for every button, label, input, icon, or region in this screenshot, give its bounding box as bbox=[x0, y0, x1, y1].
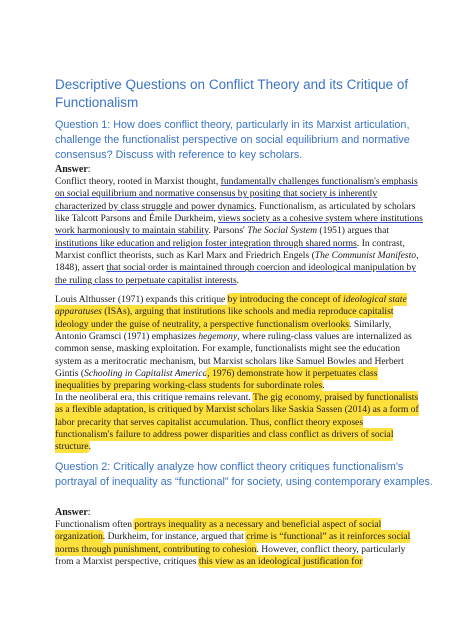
answer-1-paragraph-1: Conflict theory, rooted in Marxist thought, fundamentally challenges functionalism's emphasis on social equilibrium and normative consensus by positing that society is inherently characterized by class struggle and power dynamics. Functionalism, as articulated by scholars like Talcott Parsons and Émile Durkheim, views society as a cohesive system where institutions work harmoniously to maintain stability. Parsons' The Social System (1951) argues that institutions like education and religion foster integration through shared norms. In contrast, Marxist conflict theorists, such as Karl Marx and Friedrich Engels (The Communist Manifesto, 1848), assert that social order is maintained through coercion and ideological manipulation by the ruling class to perpetuate capitalist interests. bbox=[55, 176, 423, 286]
question-1-heading: Question 1: How does conflict theory, particularly in its Marxist articulation, challenge the functionalist perspective on social equilibrium and normative consensus? Discuss with reference to key scholars. bbox=[55, 119, 410, 161]
highlighted-passage: crime is “functional” as it reinforces social norms through punishment, contributing to cohesion bbox=[55, 531, 411, 555]
highlighted-passage: by introducing the concept of ideological state apparatuses (ISAs), arguing that institutions like schools and media reproduce capitalist ideology under the guise of neutrality, a perspective functionalism overlooks bbox=[55, 294, 407, 330]
question-2-heading: Question 2: Critically analyze how conflict theory critiques functionalism's portrayal of inequality as “functional” for society, using contemporary examples. bbox=[55, 461, 433, 488]
answer-2-paragraph-1: Functionalism often portrays inequality as a necessary and beneficial aspect of social organization. Durkheim, for instance, argued that crime is “functional” as it reinforces social norms through punishment, contributing to cohesion. However, conflict theory, particularly from a Marxist perspective, critiques this view as an ideological justification for bbox=[55, 519, 411, 568]
underlined-passage: institutions like education and religion foster integration through shared norms bbox=[55, 237, 357, 249]
underlined-passage: fundamentally challenges functionalism's emphasis on social equilibrium and normative consensus by positing that society is inherently characterized by class struggle and power dynamics bbox=[55, 176, 418, 212]
underlined-passage: that social order is maintained through coercion and ideological manipulation by the ruling class to perpetuate capitalist interests bbox=[55, 262, 416, 286]
highlighted-passage: , 1976) demonstrate how it perpetuates class inequalities by preparing working-class students for subordinate roles bbox=[55, 368, 378, 392]
answer-2-label: Answer: bbox=[55, 507, 91, 518]
answer-1-paragraph-3: In the neoliberal era, this critique remains relevant. The gig economy, praised by functionalists as a flexible adaptation, is critiqued by Marxist scholars like Saskia Sassen (2014) as a form of labor precarity that serves capitalist accumulation. Thus, conflict theory exposes functionalism's failure to address power disparities and class conflict as drivers of social structure. bbox=[55, 392, 419, 453]
answer-1-label: Answer: bbox=[55, 164, 91, 175]
highlighted-passage: portrays inequality as a necessary and beneficial aspect of social organization bbox=[55, 519, 382, 543]
answer-1-paragraph-2: Louis Althusser (1971) expands this critique by introducing the concept of ideological state apparatuses (ISAs), arguing that institutions like schools and media reproduce capitalist ideology under the guise of neutrality, a perspective functionalism overlooks. Similarly, Antonio Gramsci (1971) emphasizes hegemony, where ruling-class values are internalized as common sense, masking exploitation. For example, functionalists might see the education system as a meritocratic mechanism, but Marxist scholars like Samuel Bowles and Herbert Gintis (Schooling in Capitalist America, 1976) demonstrate how it perpetuates class inequalities by preparing working-class students for subordinate roles. bbox=[55, 294, 412, 392]
highlighted-passage: The gig economy, praised by functionalists as a flexible adaptation, is critiqued by Marxist scholars like Saskia Sassen (2014) as a form of labor precarity that serves capitalist accumulation. Thus, conflict theory exposes functionalism's failure to address power disparities and class conflict as drivers of social structure bbox=[55, 392, 419, 453]
underlined-passage: views society as a cohesive system where institutions work harmoniously to maintain stability bbox=[55, 213, 423, 237]
document-title: Descriptive Questions on Conflict Theory and its Critique of Functionalism bbox=[55, 77, 409, 110]
highlighted-passage: this view as an ideological justification for bbox=[198, 556, 363, 568]
